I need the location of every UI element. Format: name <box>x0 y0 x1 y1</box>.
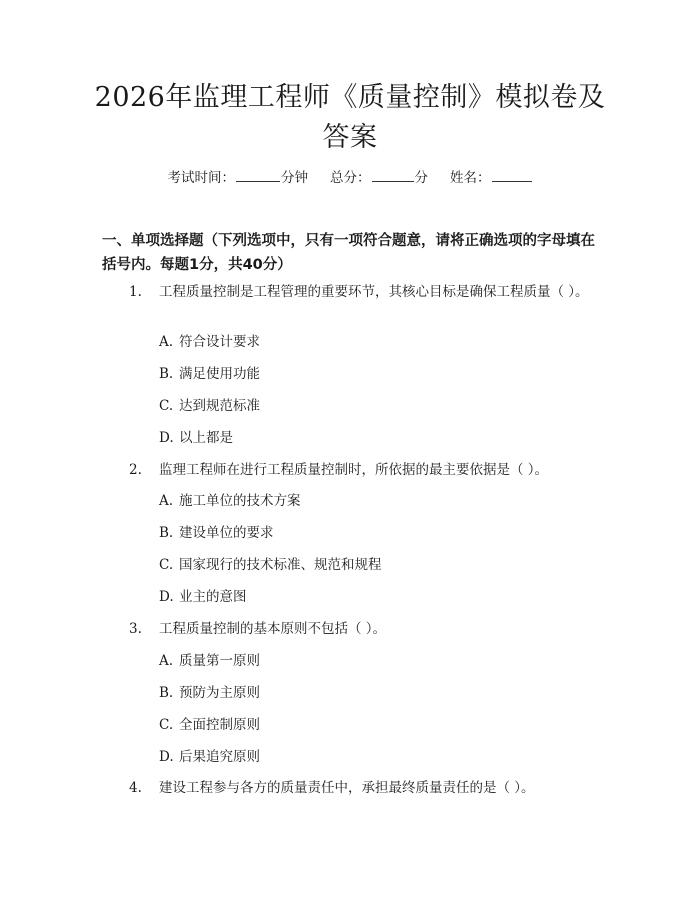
option-text: 质量第一原则 <box>179 653 260 669</box>
question-3-option-b[interactable] <box>159 683 260 703</box>
option-text: 全面控制原则 <box>179 717 260 733</box>
name-blank[interactable] <box>492 168 532 182</box>
exam-time-label: 考试时间： <box>167 170 235 186</box>
question-number: 4. <box>129 780 142 796</box>
question-1 <box>103 280 598 304</box>
option-text: 满足使用功能 <box>179 366 260 382</box>
exam-time-blank[interactable] <box>236 168 280 182</box>
option-letter: D. <box>159 430 174 446</box>
document-title: 2026年监理工程师《质量控制》模拟卷及答案 <box>94 82 606 153</box>
question-3-option-d[interactable] <box>159 747 260 767</box>
option-letter: D. <box>159 749 174 765</box>
name-label: 姓名： <box>450 170 491 186</box>
question-text: 监理工程师在进行工程质量控制时，所依据的最主要依据是（ ）。 <box>159 462 549 478</box>
question-1-option-a[interactable] <box>159 332 260 352</box>
question-text: 工程质量控制是工程管理的重要环节，其核心目标是确保工程质量（ ）。 <box>159 284 589 300</box>
question-1-option-c[interactable] <box>159 396 260 416</box>
option-letter: A. <box>159 334 174 350</box>
total-score-blank[interactable] <box>372 168 414 182</box>
option-text: 以上都是 <box>179 430 233 446</box>
question-number: 3. <box>129 621 142 637</box>
option-letter: A. <box>159 653 174 669</box>
question-3-option-a[interactable] <box>159 651 260 671</box>
exam-info-line <box>0 168 700 188</box>
option-text: 达到规范标准 <box>179 398 260 414</box>
option-letter: C. <box>159 557 174 573</box>
question-2 <box>103 458 598 482</box>
total-score-label: 总分： <box>330 170 371 186</box>
question-number: 2. <box>129 462 142 478</box>
option-text: 业主的意图 <box>179 589 247 605</box>
question-3-option-c[interactable] <box>159 715 260 735</box>
option-letter: A. <box>159 493 174 509</box>
question-text: 工程质量控制的基本原则不包括（ ）。 <box>159 621 387 637</box>
question-number: 1. <box>129 284 142 300</box>
option-letter: B. <box>159 525 174 541</box>
section-heading: 一、单项选择题（下列选项中，只有一项符合题意，请将正确选项的字母填在括号内。每题1分，共40分） <box>102 233 595 273</box>
question-4 <box>103 776 598 800</box>
option-text: 建设单位的要求 <box>179 525 274 541</box>
question-2-option-d[interactable] <box>159 587 247 607</box>
question-3 <box>103 617 598 641</box>
question-2-option-b[interactable] <box>159 523 274 543</box>
question-1-option-b[interactable] <box>159 364 260 384</box>
question-2-option-a[interactable] <box>159 491 301 511</box>
question-1-option-d[interactable] <box>159 428 233 448</box>
question-text: 建设工程参与各方的质量责任中，承担最终质量责任的是（ ）。 <box>159 780 535 796</box>
option-letter: D. <box>159 589 174 605</box>
option-text: 后果追究原则 <box>179 749 260 765</box>
option-text: 符合设计要求 <box>179 334 260 350</box>
option-text: 施工单位的技术方案 <box>179 493 301 509</box>
option-text: 国家现行的技术标准、规范和规程 <box>179 557 382 573</box>
question-2-option-c[interactable] <box>159 555 382 575</box>
option-letter: C. <box>159 717 174 733</box>
option-letter: C. <box>159 398 174 414</box>
option-letter: B. <box>159 366 174 382</box>
option-letter: B. <box>159 685 174 701</box>
option-text: 预防为主原则 <box>179 685 260 701</box>
total-score-unit: 分 <box>414 170 428 186</box>
exam-time-unit: 分钟 <box>281 170 308 186</box>
